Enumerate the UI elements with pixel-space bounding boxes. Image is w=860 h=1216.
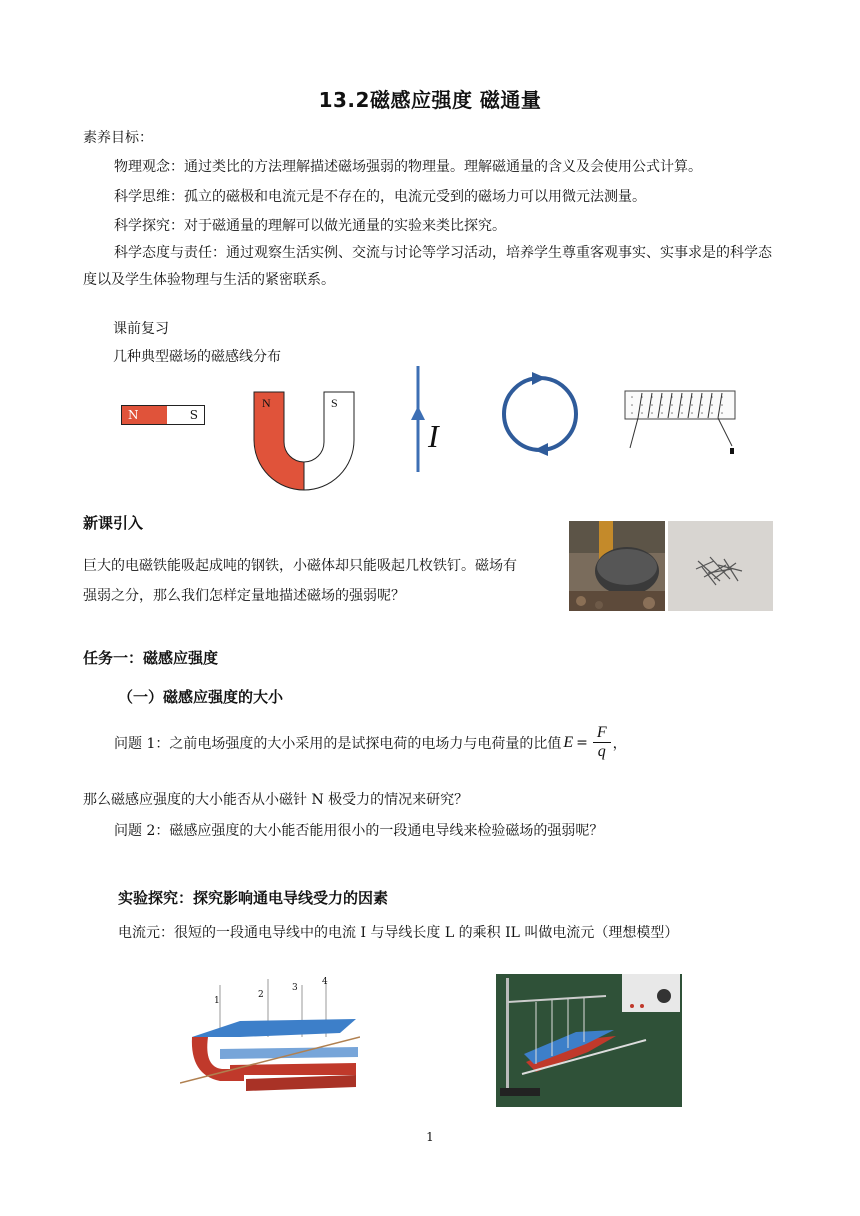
electromagnet-photo (569, 521, 665, 611)
magnet-label-1: 1 (214, 996, 220, 1006)
goal-item-inquiry: 科学探究：对于磁通量的理解可以做光通量的实验来类比探究。 (114, 218, 506, 234)
formula-lhs: E (563, 733, 574, 751)
current-element-definition: 电流元：很短的一段通电导线中的电流 I 与导线长度 L 的乘积 IL 叫做电流元（理想模型） (118, 925, 679, 941)
magnets-wire-figure (180, 975, 360, 1100)
task1-subheading: （一）磁感应强度的大小 (118, 688, 284, 706)
formula-numerator: F (593, 724, 611, 743)
magnet-label-2: 2 (258, 990, 264, 1000)
magnet-label-3: 3 (292, 983, 298, 993)
circular-field-figure (500, 372, 580, 456)
question-2: 问题 2：磁感应强度的大小能否能用很小的一段通电导线来检验磁场的强弱呢？ (114, 823, 604, 839)
question-1-continued: 那么磁感应强度的大小能否从小磁针 N 极受力的情况来研究？ (83, 792, 469, 808)
goal-item-attitude: 科学态度与责任：通过观察生活实例、交流与讨论等学习活动，培养学生尊重客观事实、实事求是的科学态度以及学生体验物理与生活的紧密联系。 (83, 245, 772, 288)
review-heading: 课前复习 (113, 321, 169, 337)
formula-eq: = (576, 734, 588, 751)
experiment-heading: 实验探究：探究影响通电导线受力的因素 (118, 889, 389, 907)
solenoid-figure (620, 390, 740, 456)
page-title: 13.2磁感应强度 磁通量 (318, 88, 542, 112)
experiment-setup-photo (496, 974, 682, 1107)
review-subheading: 几种典型磁场的磁感线分布 (113, 349, 281, 365)
intro-line-2: 强弱之分，那么我们怎样定量地描述磁场的强弱呢？ (83, 588, 405, 604)
task1-heading: 任务一：磁感应强度 (83, 649, 219, 667)
bar-magnet-north: N (122, 406, 167, 424)
goal-item-concept: 物理观念：通过类比的方法理解描述磁场强弱的物理量。理解磁通量的含义及会使用公式计算。 (114, 159, 702, 175)
formula-fraction (593, 724, 611, 761)
straight-current-figure (408, 366, 428, 472)
formula-denominator: q (597, 743, 606, 760)
question-1-text: 问题 1：之前电场强度的大小采用的是试探电荷的电场力与电荷量的比值 (114, 735, 562, 752)
intro-heading: 新课引入 (83, 514, 144, 532)
u-magnet-north-label: N (262, 396, 271, 410)
intro-line-1: 巨大的电磁铁能吸起成吨的钢铁，小磁体却只能吸起几枚铁钉。磁场有 (83, 558, 517, 574)
question-1 (114, 724, 627, 761)
bar-magnet-figure (121, 405, 205, 425)
nails-photo (668, 521, 773, 611)
goal-item-thinking: 科学思维：孤立的磁极和电流元是不存在的，电流元受到的磁场力可以用微元法测量。 (114, 189, 646, 205)
current-label: I (428, 418, 439, 454)
question-1-tail: ， (612, 735, 627, 752)
page-number: 1 (426, 1130, 434, 1144)
goals-heading: 素养目标： (83, 130, 153, 146)
bar-magnet-south: S (189, 408, 198, 422)
u-magnet-south-label: S (331, 396, 338, 410)
magnet-label-4: 4 (322, 977, 328, 987)
